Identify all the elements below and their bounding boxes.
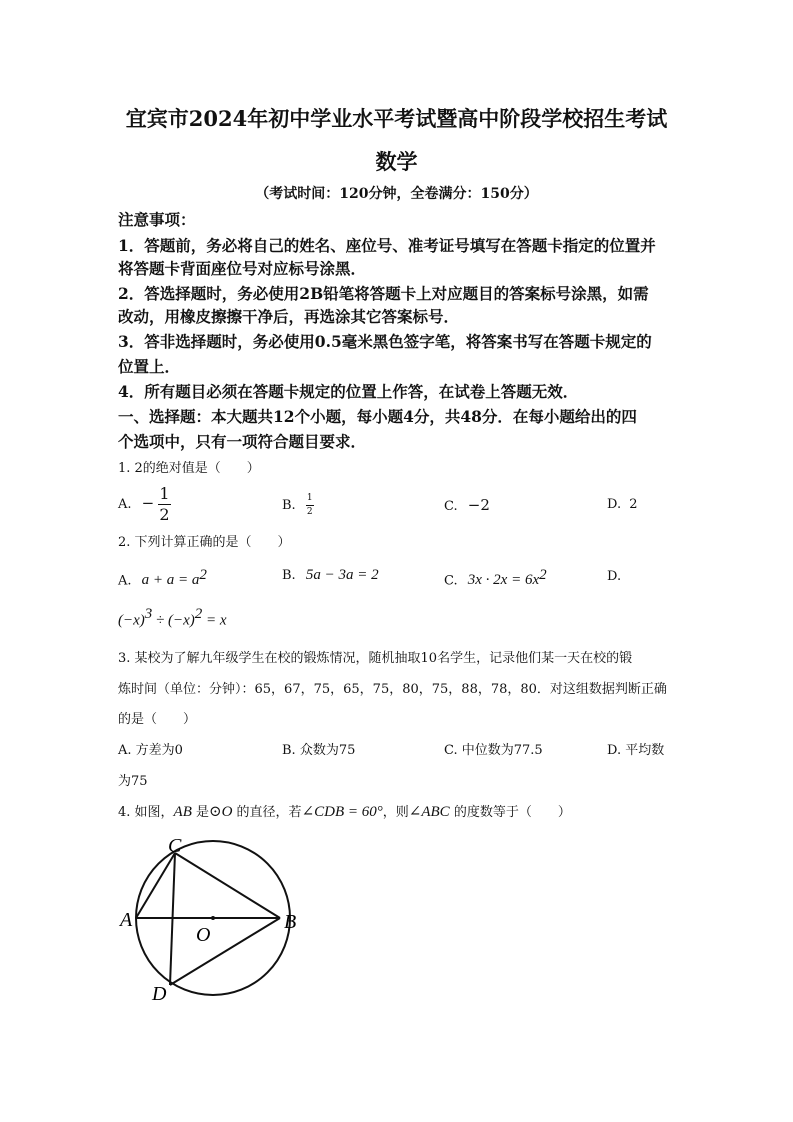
option-label: C.: [444, 573, 458, 589]
q3-option-a: A. 方差为0: [118, 743, 183, 758]
q2-stem: 2. 下列计算正确的是（ ）: [118, 535, 291, 550]
q2-option-c: [444, 567, 547, 589]
exponent: 2: [199, 567, 207, 583]
option-label: C.: [444, 499, 458, 514]
note-line: 2．答选择题时，务必使用2B铅笔将答题卡上对应题目的答案标号涂黑，如需: [118, 284, 649, 303]
fraction-denominator: 2: [159, 505, 170, 524]
minus-sign: −: [141, 494, 155, 512]
q1-stem: 1. 2的绝对值是（ ）: [118, 461, 260, 476]
math-expression: (−x): [118, 612, 145, 629]
note-line: 1．答题前，务必将自己的姓名、座位号、准考证号填写在答题卡指定的位置并: [118, 236, 656, 255]
math-expression: a + a = a: [141, 572, 200, 589]
label-o: O: [196, 924, 211, 946]
math-expression: 3x · 2x = 6x: [467, 572, 540, 589]
q2-option-d: [118, 606, 227, 629]
label-d: D: [152, 983, 167, 1005]
exponent: 2: [539, 567, 547, 583]
note-line: 位置上．: [118, 357, 181, 376]
q3-option-d-cont: 为75: [118, 774, 148, 789]
q4-text: ，则: [382, 805, 409, 820]
note-line: 将答题卡背面座位号对应标号涂黑．: [118, 259, 367, 278]
q3-stem-line: 3. 某校为了解九年级学生在校的锻炼情况，随机抽取10名学生，记录他们某一天在校的锻: [118, 651, 633, 666]
q4-text: 的度数等于（ ）: [449, 805, 571, 820]
math-expression: ⊙O: [209, 804, 233, 820]
fraction-numerator: 1: [159, 484, 170, 503]
math-expression: ÷ (−x): [152, 612, 195, 629]
label-a: A: [120, 909, 133, 931]
fraction-denominator: 2: [306, 507, 313, 517]
q3-stem-line: 的是（ ）: [118, 712, 197, 727]
q3-option-c: C. 中位数为77.5: [444, 743, 543, 758]
center-point: [211, 916, 215, 920]
q4-text: 的直径，若: [232, 805, 302, 820]
option-label: D.: [607, 497, 622, 512]
note-line: 改动，用橡皮擦擦干净后，再选涂其它答案标号．: [118, 307, 460, 326]
label-b: B: [284, 911, 297, 933]
section-heading: 一、选择题：本大题共12个小题，每小题4分，共48分．在每小题给出的四: [118, 407, 637, 426]
notes-heading: 注意事项：: [118, 210, 196, 229]
q2-option-a: [118, 567, 207, 589]
q1-option-a: [118, 486, 171, 523]
math-expression: ∠ABC: [408, 804, 450, 820]
option-label: B.: [282, 568, 296, 583]
math-expression: AB: [173, 804, 192, 820]
note-line: 4．所有题目必须在答题卡规定的位置上作答，在试卷上答题无效．: [118, 382, 579, 401]
subject-title: 数学: [375, 149, 418, 174]
q3-option-d: D. 平均数: [607, 743, 665, 758]
fraction: [306, 494, 314, 517]
option-value: 2: [629, 497, 638, 512]
q4-stem: [118, 801, 571, 821]
q1-option-c: [444, 496, 490, 514]
segment-cb: [175, 853, 280, 918]
segment-ca: [136, 853, 175, 918]
q1-option-d: [607, 497, 638, 512]
note-line: 3．答非选择题时，务必使用0.5毫米黑色签字笔，将答案书写在答题卡规定的: [118, 332, 652, 351]
fraction: [158, 486, 170, 523]
option-label: A.: [118, 497, 132, 512]
option-label: A.: [118, 573, 132, 589]
math-expression: 5a − 3a = 2: [305, 567, 379, 583]
q3-stem-line: 炼时间（单位：分钟）：65，67，75，65，75，80，75，88，78，80．对这组数据判断正确: [118, 682, 667, 697]
option-value: −2: [467, 496, 490, 514]
exponent: 3: [144, 606, 153, 622]
exam-title: 宜宾市2024年初中学业水平考试暨高中阶段学校招生考试: [125, 106, 668, 131]
q4-text: 4. 如图，: [118, 805, 174, 820]
circle-geometry-figure: [112, 832, 312, 1007]
label-c: C: [168, 835, 182, 857]
q2-option-b: [282, 567, 379, 584]
math-expression: = x: [202, 612, 227, 629]
option-label: B.: [282, 498, 296, 513]
section-heading: 个选项中，只有一项符合题目要求．: [118, 432, 367, 451]
exam-info: （考试时间：120分钟，全卷满分：150分）: [255, 186, 538, 202]
q4-text: 是: [191, 805, 210, 820]
math-expression: ∠CDB = 60°: [301, 804, 383, 820]
q2-option-d-label: D.: [607, 569, 622, 584]
fraction-numerator: 1: [306, 494, 314, 506]
q3-option-b: B. 众数为75: [282, 743, 356, 758]
q1-option-b: [282, 494, 314, 517]
exponent: 2: [194, 606, 203, 622]
